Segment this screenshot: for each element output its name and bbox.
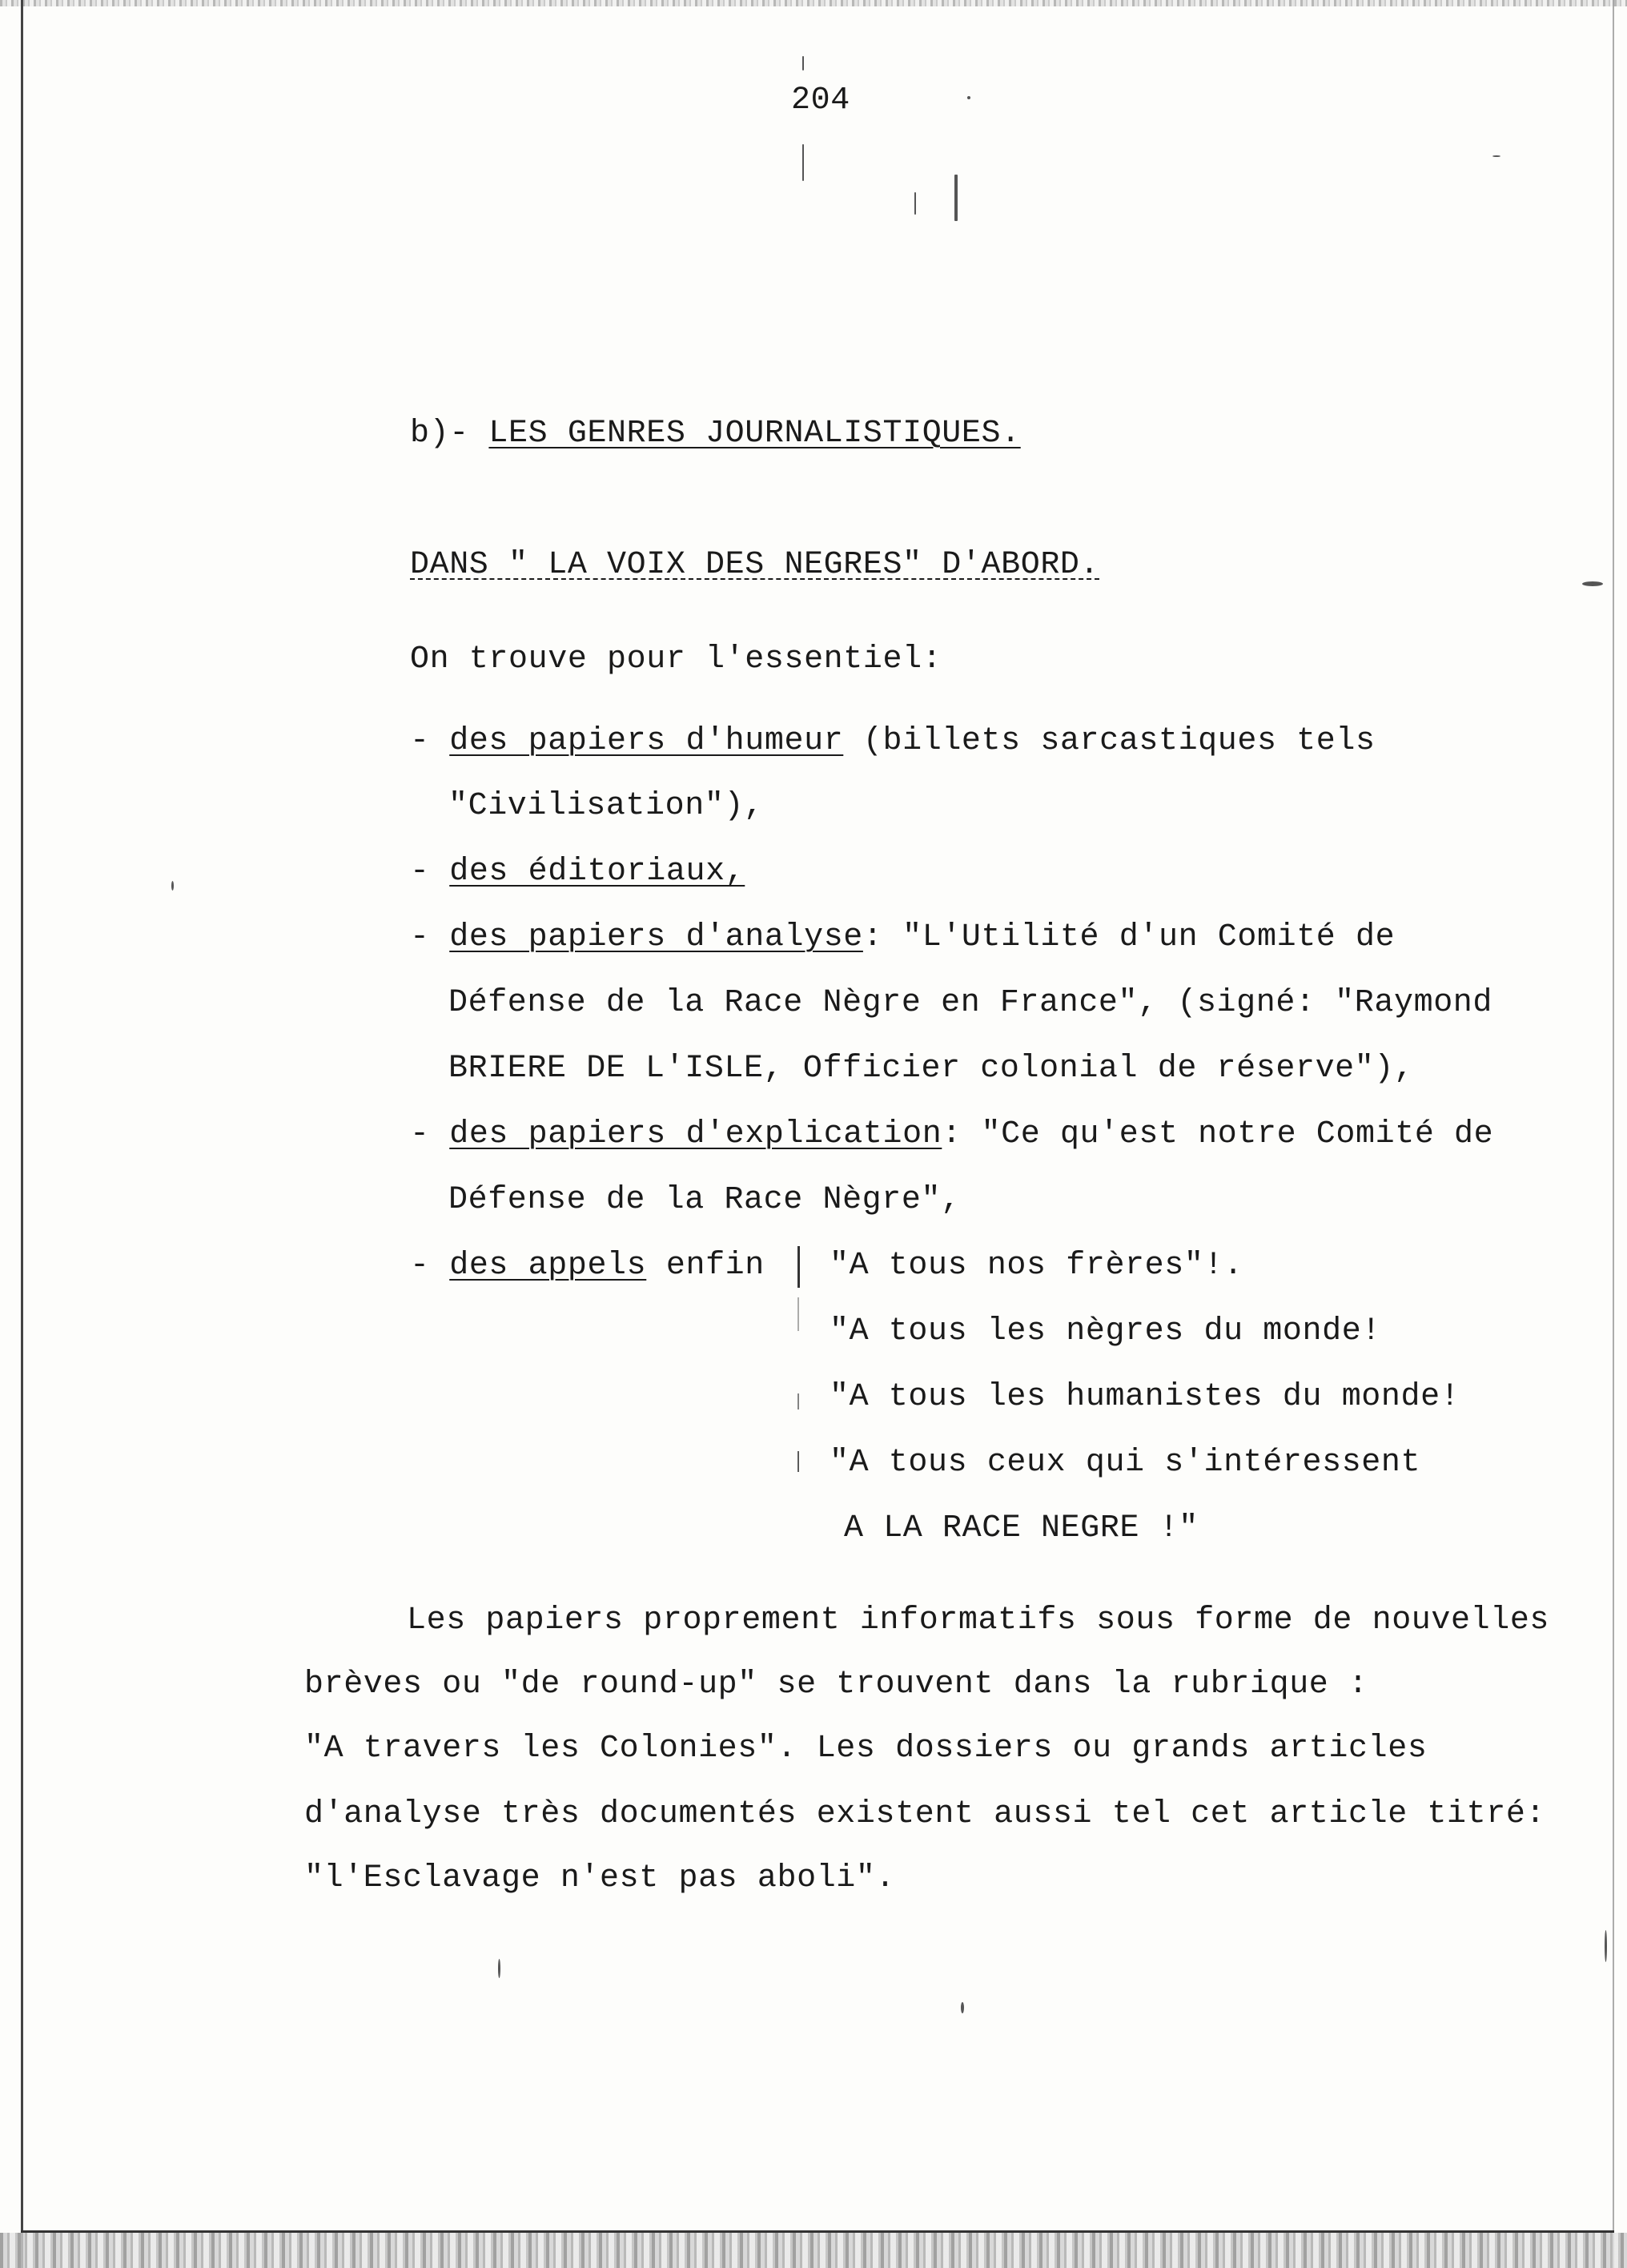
scan-edge-bottom	[0, 2233, 1627, 2268]
list-item	[410, 1116, 1493, 1154]
scan-speck	[967, 96, 970, 99]
bracket-mark	[797, 1297, 799, 1331]
list-item-continuation: Défense de la Race Nègre",	[448, 1182, 961, 1218]
list-item-continuation: Défense de la Race Nègre en France", (signé: "Raymond	[448, 985, 1493, 1021]
list-item-continuation: BRIERE DE L'ISLE, Officier colonial de réserve"),	[448, 1051, 1414, 1087]
list-text: : "Ce qu'est notre Comité de	[942, 1116, 1494, 1152]
list-dash: -	[410, 1248, 450, 1284]
section-heading-title: LES GENRES JOURNALISTIQUES.	[488, 416, 1021, 452]
list-dash: -	[410, 854, 450, 890]
list-item	[410, 853, 745, 891]
list-text: : "L'Utilité d'un Comité de	[862, 919, 1396, 955]
paragraph-line: brèves ou "de round-up" se trouvent dans la rubrique :	[304, 1667, 1368, 1703]
scan-speck	[1492, 155, 1500, 157]
scan-edge-top	[0, 0, 1627, 6]
appeal-line: "A tous les humanistes du monde!	[830, 1379, 1460, 1415]
bracket-mark	[797, 1451, 799, 1472]
list-text: enfin	[646, 1248, 765, 1284]
paragraph-line: d'analyse très documentés existent aussi tel cet article titré:	[304, 1796, 1546, 1832]
list-term: des papiers d'analyse	[449, 919, 863, 955]
list-item	[410, 919, 1395, 957]
bracket-mark	[797, 1393, 799, 1409]
paragraph-line: "A travers les Colonies". Les dossiers ou grands articles	[304, 1731, 1428, 1767]
list-text: (billets sarcastiques tels	[843, 723, 1376, 759]
appeal-line: A LA RACE NEGRE !"	[844, 1510, 1199, 1546]
list-dash: -	[410, 919, 450, 955]
list-term: des papiers d'explication	[449, 1116, 942, 1152]
scan-speck	[802, 144, 804, 181]
scan-speck	[961, 2002, 964, 2013]
appeal-line: "A tous nos frères"!.	[830, 1248, 1243, 1284]
scan-edge-right	[1613, 0, 1614, 2268]
list-item	[410, 1247, 765, 1285]
appeal-line: "A tous les nègres du monde!	[830, 1313, 1381, 1349]
scan-speck	[498, 1959, 500, 1978]
section-heading-prefix: b)-	[410, 416, 489, 452]
bracket-mark	[797, 1246, 800, 1288]
list-item	[410, 722, 1376, 761]
scan-speck	[954, 175, 958, 221]
scan-edge-left	[21, 0, 23, 2268]
list-term: des appels	[449, 1248, 647, 1284]
list-term: des éditoriaux,	[449, 854, 745, 890]
paragraph-line: Les papiers proprement informatifs sous forme de nouvelles	[407, 1602, 1550, 1639]
scan-speck	[171, 881, 174, 891]
list-term: des papiers d'humeur	[449, 723, 844, 759]
intro-text: On trouve pour l'essentiel:	[410, 641, 942, 678]
section-heading	[410, 415, 1021, 453]
scan-speck	[1605, 1930, 1607, 1962]
appeal-line: "A tous ceux qui s'intéressent	[830, 1445, 1421, 1481]
scan-speck	[914, 192, 916, 215]
list-dash: -	[410, 1116, 450, 1152]
list-item-continuation: "Civilisation"),	[448, 788, 764, 824]
scan-speck	[1582, 581, 1603, 586]
paragraph-line: "l'Esclavage n'est pas aboli".	[304, 1860, 896, 1896]
page-number: 204	[791, 82, 850, 119]
list-dash: -	[410, 723, 450, 759]
scan-speck	[802, 56, 804, 70]
sub-heading: DANS " LA VOIX DES NEGRES" D'ABORD.	[410, 547, 1100, 583]
